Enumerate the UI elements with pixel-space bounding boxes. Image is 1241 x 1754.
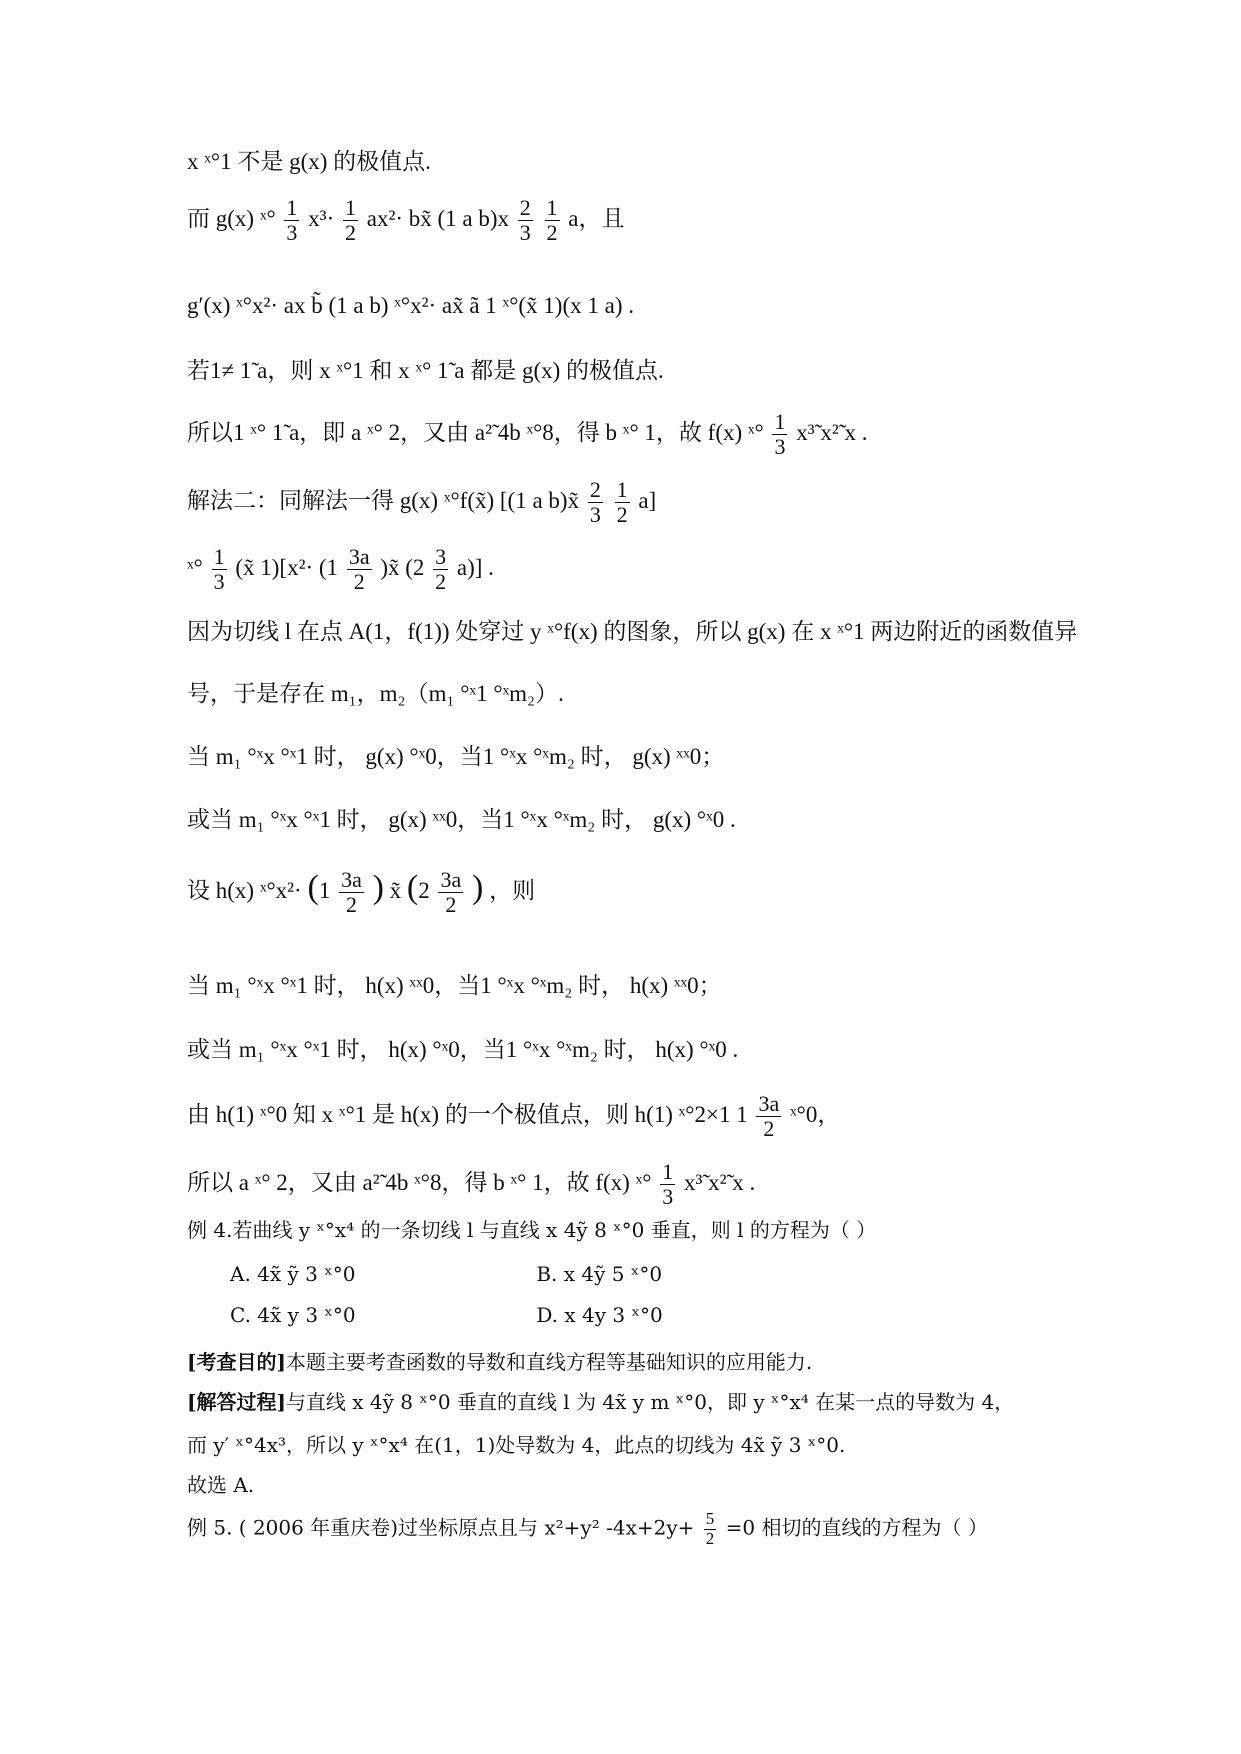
text-line: 当 m₁ °ˣx °ˣ1 时， h(x) ˣˣ0，当1 °ˣx °ˣm₂ 时， h(x) ˣˣ0； [187,973,722,998]
text-span: 由 h(1) ˣ°0 知 x ˣ°1 是 h(x) 的一个极值点，则 h(1) ˣ°2×1 1 [187,1101,748,1127]
numerator: 5 [705,1509,715,1528]
text-span: ax²· bx̃ (1 a b)x [366,205,510,231]
numerator: 1 [774,409,786,434]
fraction [212,545,227,594]
fraction [660,1160,675,1209]
paren: ) [372,869,384,906]
text-span: a] [638,487,657,513]
denominator: 3 [213,569,225,595]
text-line [187,196,625,245]
numerator: 3a [341,867,362,893]
fraction [588,478,603,527]
text-span: ˣ°0， [789,1101,841,1127]
text-span: =0 相切的直线的方程为（ ） [725,1515,988,1540]
text-line [187,410,868,459]
denominator: 3 [589,502,601,528]
text-span: a)] . [456,554,494,580]
text-line [187,1390,1014,1414]
numerator: 1 [662,1159,674,1184]
option-c[interactable]: C. 4x̃ y 3 ˣ°0 [230,1303,356,1327]
section-tag: [考查目的] [187,1350,286,1374]
text-line: 或当 m₁ °ˣx °ˣ1 时， h(x) °ˣ0，当1 °ˣx °ˣm₂ 时， h(x) °ˣ0 . [187,1037,739,1062]
text-line [187,1092,840,1141]
text-line: 设 h(x) ˣ°x²· (1 $\frac{3a}{2}$ ) x̃ (2 $\frac{3a}{2}$ ) ，则 [187,867,536,918]
denominator: 3 [774,434,786,460]
text-line: 而 y′ ˣ°4x³，所以 y ˣ°x⁴ 在(1，1)处导数为 4，此点的切线为 4x̃ ỹ 3 ˣ°0. [187,1433,846,1457]
text-span: (x̃ 1)[x²· (1 [235,554,339,580]
numerator: 1 [213,544,225,569]
option-b[interactable]: B. x 4ỹ 5 ˣ°0 [536,1262,663,1286]
denominator: 3 [286,220,298,246]
denominator: 2 [435,569,447,595]
text-span: x³̃ x²̃ x . [796,419,868,445]
fraction [772,410,787,459]
text-line [187,1160,755,1209]
paren: ( [406,869,419,906]
fraction [347,545,372,594]
text-line: 或当 m₁ °ˣx °ˣ1 时， g(x) ˣˣ0，当1 °ˣx °ˣm₂ 时， g(x) °ˣ0 . [187,807,736,832]
text-span: 而 g(x) ˣ° [187,205,276,231]
numerator: 1 [286,195,298,220]
fraction [438,868,463,917]
text-span: ˣ° [187,554,203,580]
example-5-question [187,1510,988,1548]
text-span: 与直线 x 4ỹ 8 ˣ°0 垂直的直线 l 为 4x̃ y m ˣ°0，即 y ˣ°x⁴ 在某一点的导数为 4， [285,1390,1015,1414]
option-a[interactable]: A. 4x̃ ỹ 3 ˣ°0 [230,1262,356,1286]
numerator: 3a [758,1091,780,1116]
text-span: 所以1 ˣ° 1̃ a，即 a ˣ° 2，又由 a²̃ 4b ˣ°8，得 b ˣ° 1，故 f(x) ˣ° [187,419,764,445]
text-line: x ˣ°1 不是 g(x) 的极值点. [187,149,431,174]
numerator: 1 [546,195,558,220]
fraction [518,196,533,245]
denominator: 3 [662,1184,674,1210]
option-d[interactable]: D. x 4y 3 ˣ°0 [536,1303,663,1327]
text-line: 因为切线 l 在点 A(1，f(1)) 处穿过 y ˣ°f(x) 的图象，所以 g(x) 在 x ˣ°1 两边附近的函数值异 [187,619,1078,644]
fraction [284,196,299,245]
text-line [187,478,656,527]
text-span: ，则 [489,878,536,903]
text-line: 故选 A. [187,1473,255,1497]
text-span: 例 5. ( 2006 年重庆卷)过坐标原点且与 x²+y² -4x+2y+ [187,1515,695,1540]
denominator: 2 [546,220,558,246]
fraction [433,545,448,594]
denominator: 2 [445,892,457,918]
text-span: 本题主要考查函数的导数和直线方程等基础知识的应用能力. [285,1350,813,1374]
text-span: x³̃ x²̃ x . [683,1169,756,1195]
options-row [230,1303,663,1327]
text-line: 号，于是存在 m₁，m₂（m₁ °ˣ1 °ˣm₂）. [187,681,564,706]
text-line [187,545,494,594]
numerator: 2 [519,195,531,220]
text-span: 解法二：同解法一得 g(x) ˣ°f(x̃) [(1 a b)x̃ [187,487,580,513]
denominator: 2 [705,1528,715,1548]
text-span: )x̃ (2 [380,554,425,580]
fraction [615,478,630,527]
numerator: 1 [616,477,628,502]
fraction [343,196,358,245]
denominator: 2 [763,1116,775,1142]
text-span: 所以 a ˣ° 2，又由 a²̃ 4b ˣ°8，得 b ˣ° 1，故 f(x) ˣ° [187,1169,652,1195]
fraction [545,196,560,245]
paren: ) [472,869,484,906]
text-span: 设 h(x) ˣ°x²· [187,878,302,903]
denominator: 2 [353,569,365,595]
text-span: x̃ [389,878,402,903]
text-line: 若1≠ 1̃ a，则 x ˣ°1 和 x ˣ° 1̃ a 都是 g(x) 的极值点. [187,358,664,383]
numerator: 2 [589,477,601,502]
text-span: a，且 [568,205,625,231]
fraction [756,1092,781,1141]
numerator: 3 [435,544,447,569]
denominator: 3 [519,220,531,246]
section-tag: [解答过程] [187,1390,286,1414]
fraction [339,868,364,917]
denominator: 2 [344,220,356,246]
options-row [230,1262,662,1286]
numerator: 1 [344,195,356,220]
paren: ( [307,869,319,906]
text-span: x³· [308,205,335,231]
text-line: 当 m₁ °ˣx °ˣ1 时， g(x) °ˣ0，当1 °ˣx °ˣm₂ 时， g(x) ˣˣ0； [187,744,725,769]
example-4-question: 例 4.若曲线 y ˣ°x⁴ 的一条切线 l 与直线 x 4ỹ 8 ˣ°0 垂直，则 l 的方程为（ ） [187,1218,877,1242]
denominator: 2 [345,892,357,918]
text-line [187,1350,812,1374]
text-line: g′(x) ˣ°x²· ax b̃ (1 a b) ˣ°x²· ax̃ ã 1 ˣ°(x̃ 1)(x 1 a) . [187,293,634,318]
numerator: 3a [348,544,370,569]
numerator: 3a [440,867,462,893]
fraction [704,1510,717,1548]
denominator: 2 [616,502,628,528]
